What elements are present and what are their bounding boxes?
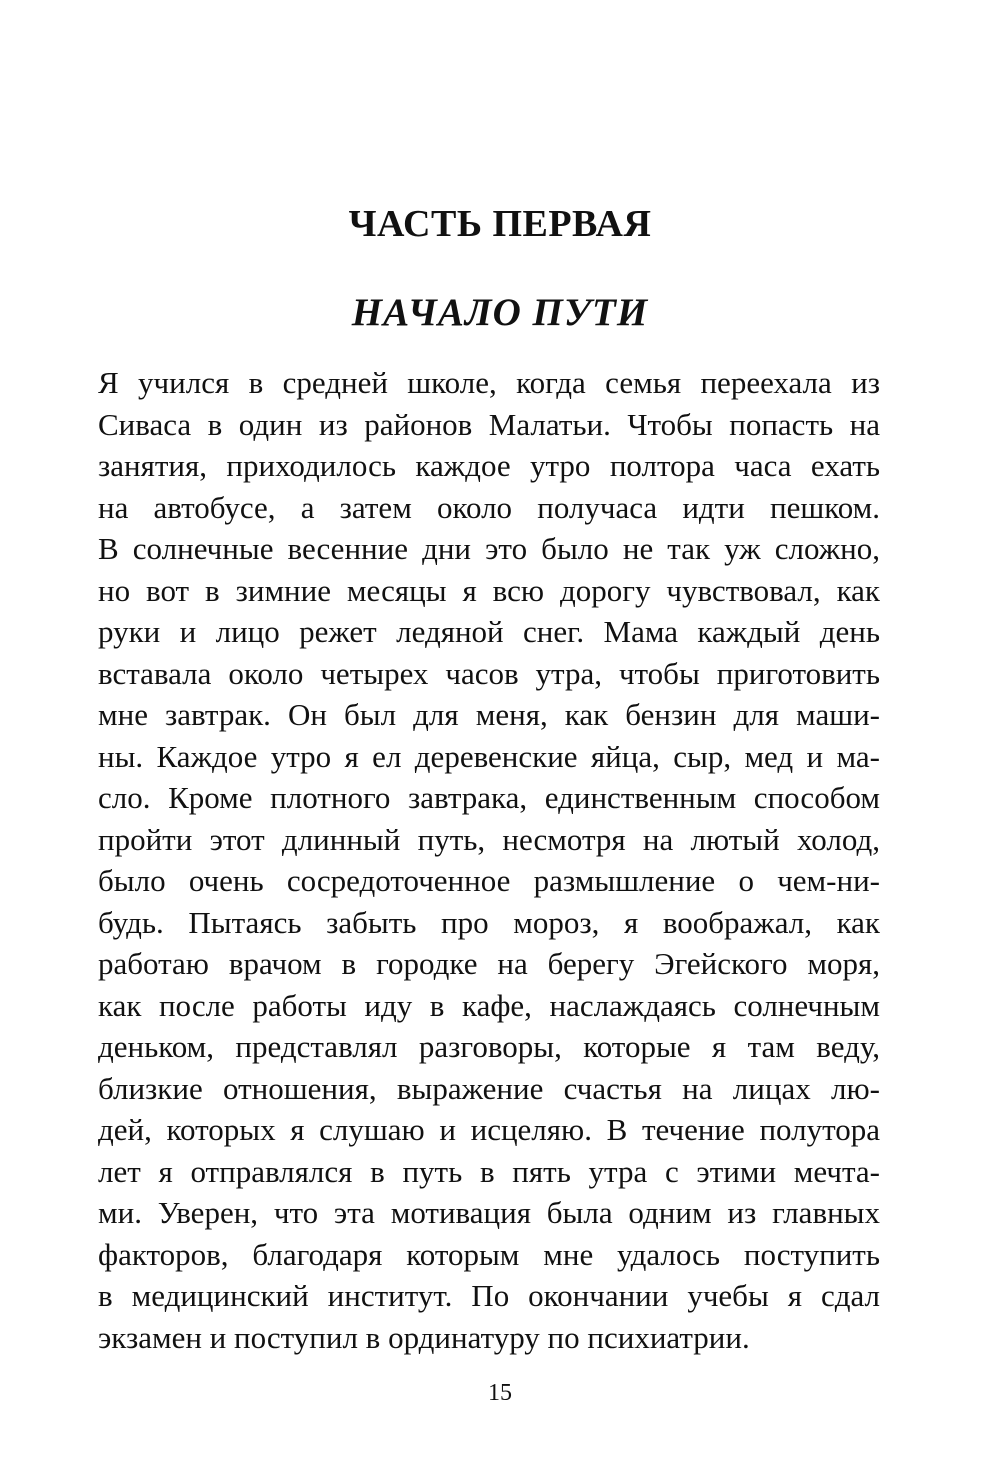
text-line: Сиваса в один из районов Малатьи. Чтобы попасть на: [98, 406, 880, 442]
text-line: В солнечные весенние дни это было не так уж сложно,: [98, 531, 880, 566]
text-line: пройти этот длинный путь, несмотря на лютый холод,: [98, 821, 880, 857]
text-line: руки и лицо режет ледяной снег. Мама каждый день: [98, 614, 880, 649]
text-line: ми. Уверен, что эта мотивация была одним из главных: [98, 1195, 880, 1230]
text-line: как после работы иду в кафе, наслаждаясь солнечным: [98, 987, 880, 1023]
text-line: Я учился в средней школе, когда семья переехала из: [98, 365, 880, 400]
text-line: лет я отправлялся в путь в пять утра с этими мечта-: [98, 1153, 880, 1189]
chapter-title: НАЧАЛО ПУТИ: [351, 291, 649, 334]
text-line: будь. Пытаясь забыть про мороз, я воображал, как: [98, 904, 880, 940]
text-line: было очень сосредоточенное размышление о чем-ни-: [98, 863, 880, 898]
page-number: 15: [488, 1380, 512, 1406]
part-title: ЧАСТЬ ПЕРВАЯ: [348, 203, 652, 245]
body-paragraph: [98, 362, 880, 1358]
text-line: на автобусе, а затем около получаса идти пешком.: [98, 489, 880, 525]
text-line: экзамен и поступил в ординатуру по психиатрии.: [98, 1319, 750, 1355]
text-line: работаю врачом в городке на берегу Эгейского моря,: [98, 946, 880, 981]
text-line: но вот в зимние месяцы я всю дорогу чувствовал, как: [98, 572, 880, 608]
text-line: близкие отношения, выражение счастья на лицах лю-: [98, 1070, 880, 1106]
text-line: в медицинский институт. По окончании учебы я сдал: [98, 1278, 880, 1313]
text-line: деньком, представлял разговоры, которые я там веду,: [98, 1029, 880, 1064]
text-line: мне завтрак. Он был для меня, как бензин для маши-: [98, 697, 880, 732]
text-line: ны. Каждое утро я ел деревенские яйца, сыр, мед и ма-: [98, 738, 880, 774]
text-line: сло. Кроме плотного завтрака, единственным способом: [98, 780, 880, 815]
text-line: дей, которых я слушаю и исцеляю. В течение полутора: [98, 1112, 880, 1147]
text-line: занятия, приходилось каждое утро полтора часа ехать: [98, 448, 880, 483]
text-line: вставала около четырех часов утра, чтобы приготовить: [98, 655, 880, 691]
text-line: факторов, благодаря которым мне удалось поступить: [98, 1236, 880, 1272]
